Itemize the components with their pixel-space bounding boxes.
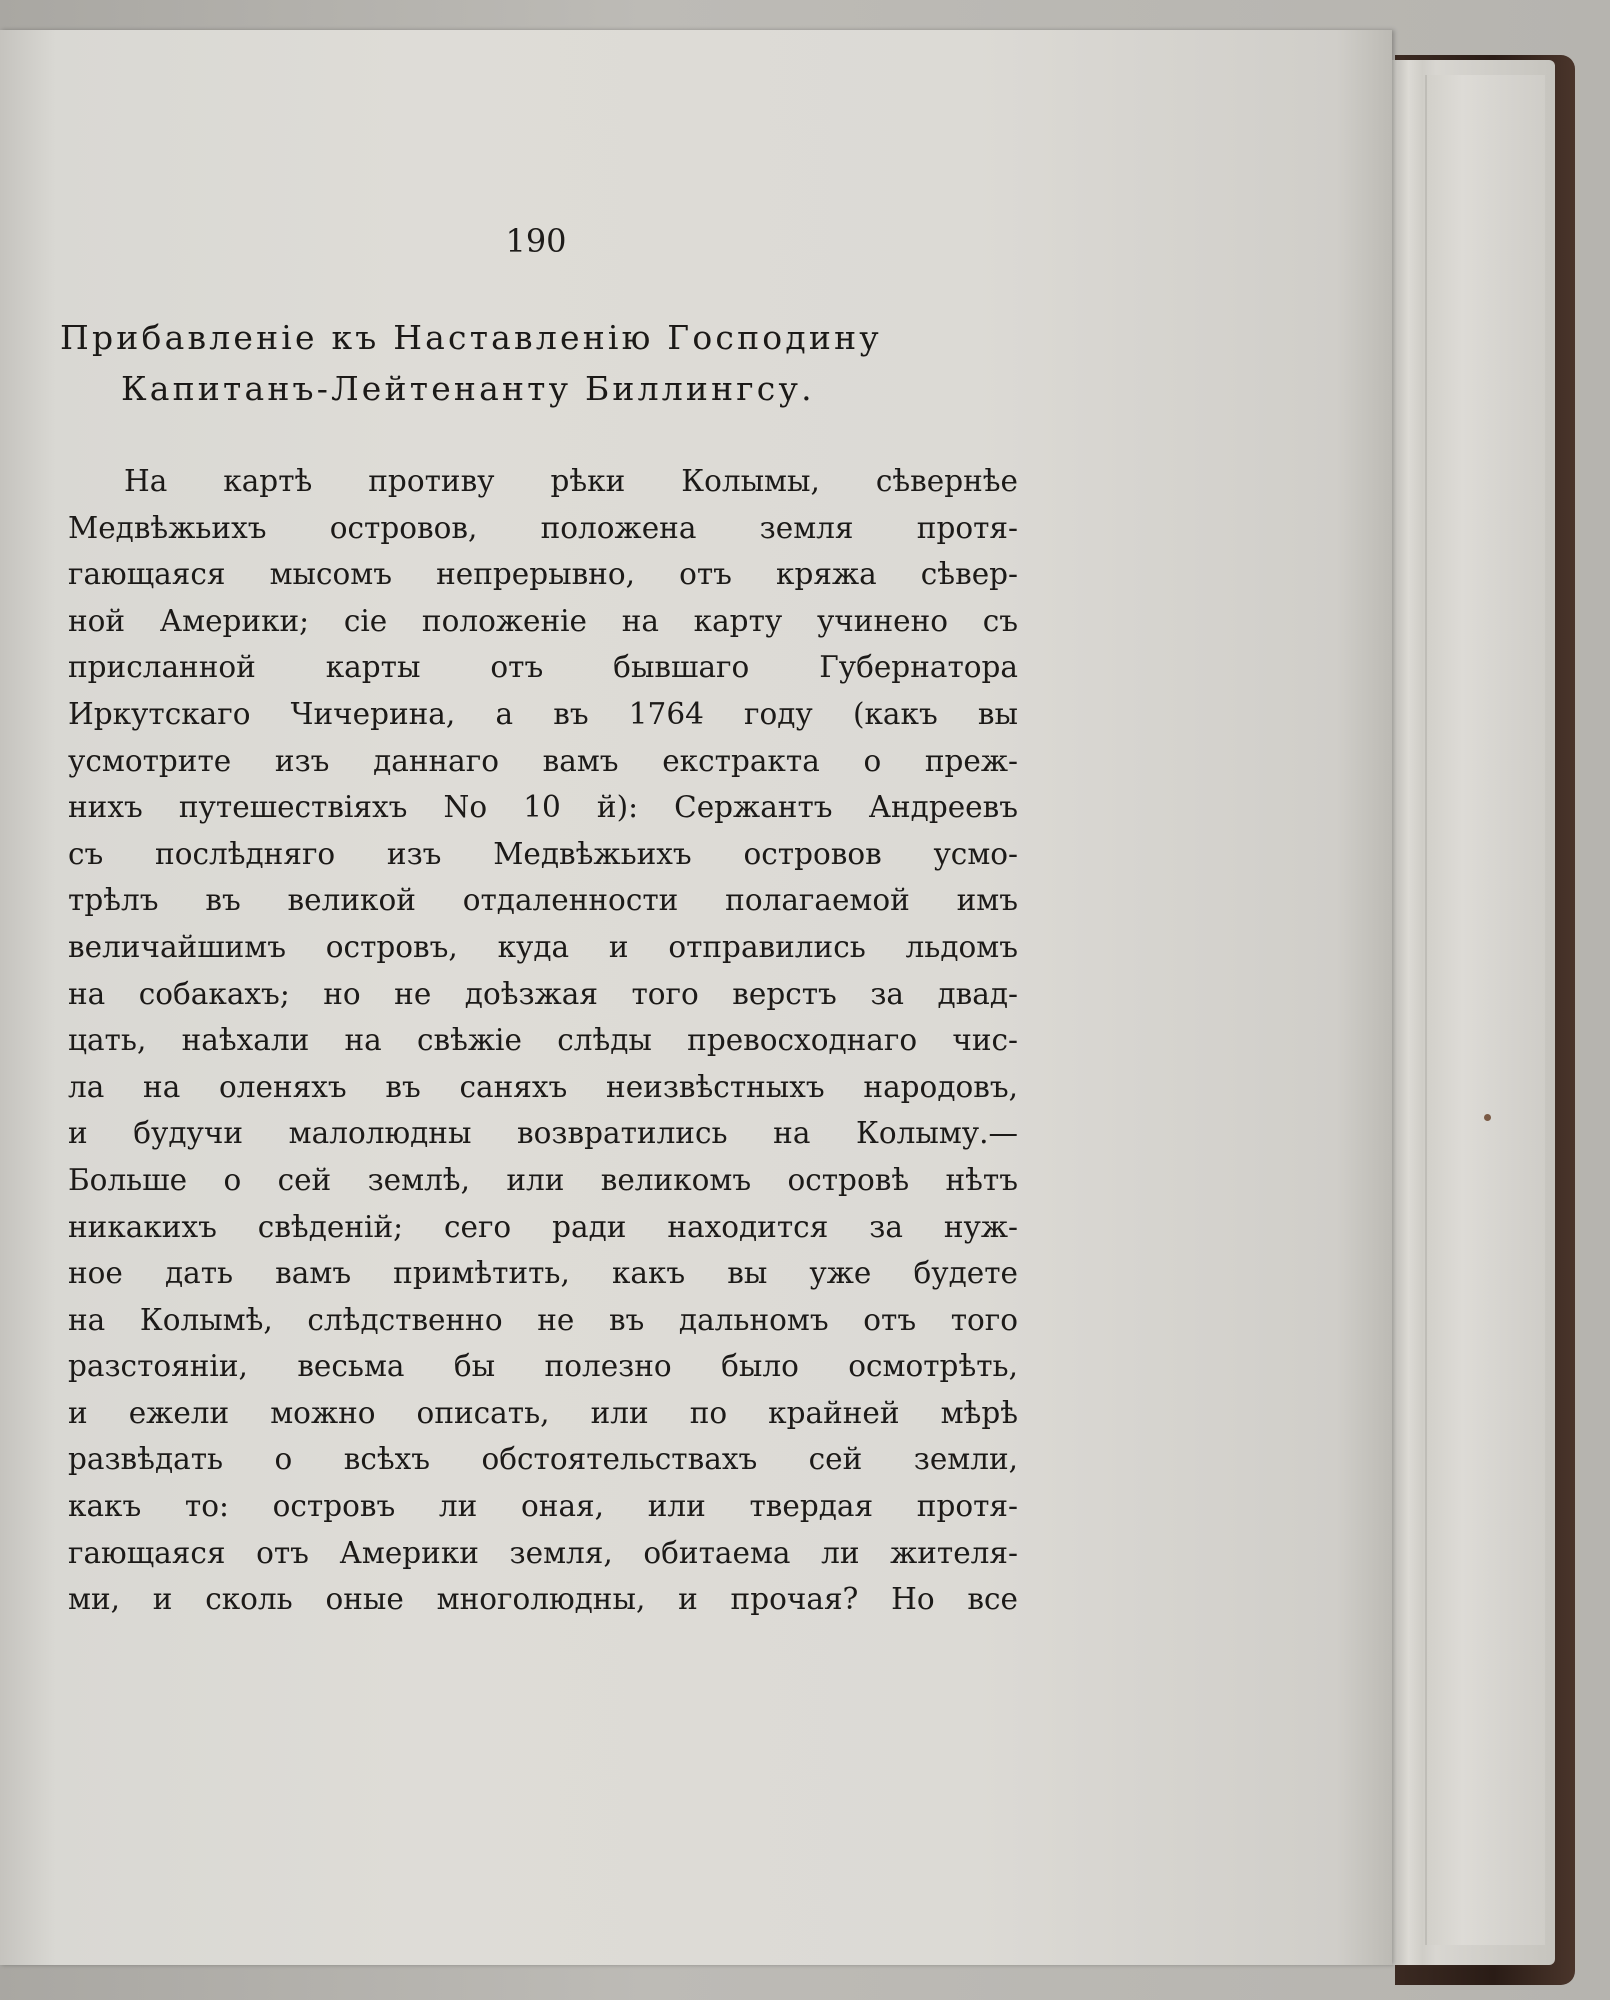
text-line: на Колымѣ, слѣдственно не въ дальномъ отъ того [68,1302,1018,1337]
text-line: Больше о сей землѣ, или великомъ островѣ нѣтъ [68,1162,1018,1197]
text-line: трѣлъ въ великой отдаленности полагаемой имъ [68,883,1018,918]
page-number: 190 [505,222,567,260]
text-line: съ послѣдняго изъ Медвѣжьихъ островов усмо- [68,836,1018,871]
page-edges [1385,60,1555,1965]
book-page [0,30,1392,1965]
text-line: присланной карты отъ бывшаго Губернатора [68,650,1018,685]
text-line: Медвѣжьихъ островов, положена земля протя- [68,510,1018,545]
text-line: и будучи малолюдны возвратились на Колыму.— [68,1116,1018,1151]
text-line: развѣдать о всѣхъ обстоятельствахъ сей земли, [68,1442,1018,1477]
text-line: на собакахъ; но не доѣзжая того верстъ за двад- [68,976,1018,1011]
text-line: никакихъ свѣденій; сего ради находится за нуж- [68,1209,1018,1244]
section-heading [60,312,1020,414]
text-line: Иркутскаго Чичерина, а въ 1764 году (какъ вы [68,696,1018,731]
text-line: гающаяся мысомъ непрерывно, отъ кряжа сѣвер- [68,557,1018,592]
text-line: разстояніи, весьма бы полезно было осмотрѣть, [68,1349,1018,1384]
text-line: величайшимъ островъ, куда и отправились льдомъ [68,929,1018,964]
text-line: и ежели можно описать, или по крайней мѣрѣ [68,1395,1018,1430]
text-line: ной Америки; сіе положеніе на карту учинено съ [68,603,1018,638]
text-line: На картѣ противу рѣки Колымы, сѣвернѣе [124,464,1018,498]
paper-spot [1484,1114,1491,1121]
heading-line-2: Капитанъ-Лейтенанту Биллингсу. [121,369,815,408]
text-line: усмотрите изъ даннаго вамъ екстракта о преж- [68,743,1018,778]
text-line: ла на оленяхъ въ саняхъ неизвѣстныхъ народовъ, [68,1069,1018,1104]
text-line: ное дать вамъ примѣтить, какъ вы уже будете [68,1256,1018,1291]
text-line: цать, наѣхали на свѣжіе слѣды превосходнаго чис- [68,1023,1018,1058]
body-text [68,458,1018,1623]
text-line: ми, и сколь оные многолюдны, и прочая? Но все [68,1582,1018,1617]
text-line: гающаяся отъ Америки земля, обитаема ли жителя- [68,1535,1018,1570]
text-line: нихъ путешествіяхъ No 10 й): Сержантъ Андреевъ [68,790,1018,825]
text-line: какъ то: островъ ли оная, или твердая протя- [68,1489,1018,1524]
heading-line-1: Прибавленіе къ Наставленію Господину [60,318,882,357]
